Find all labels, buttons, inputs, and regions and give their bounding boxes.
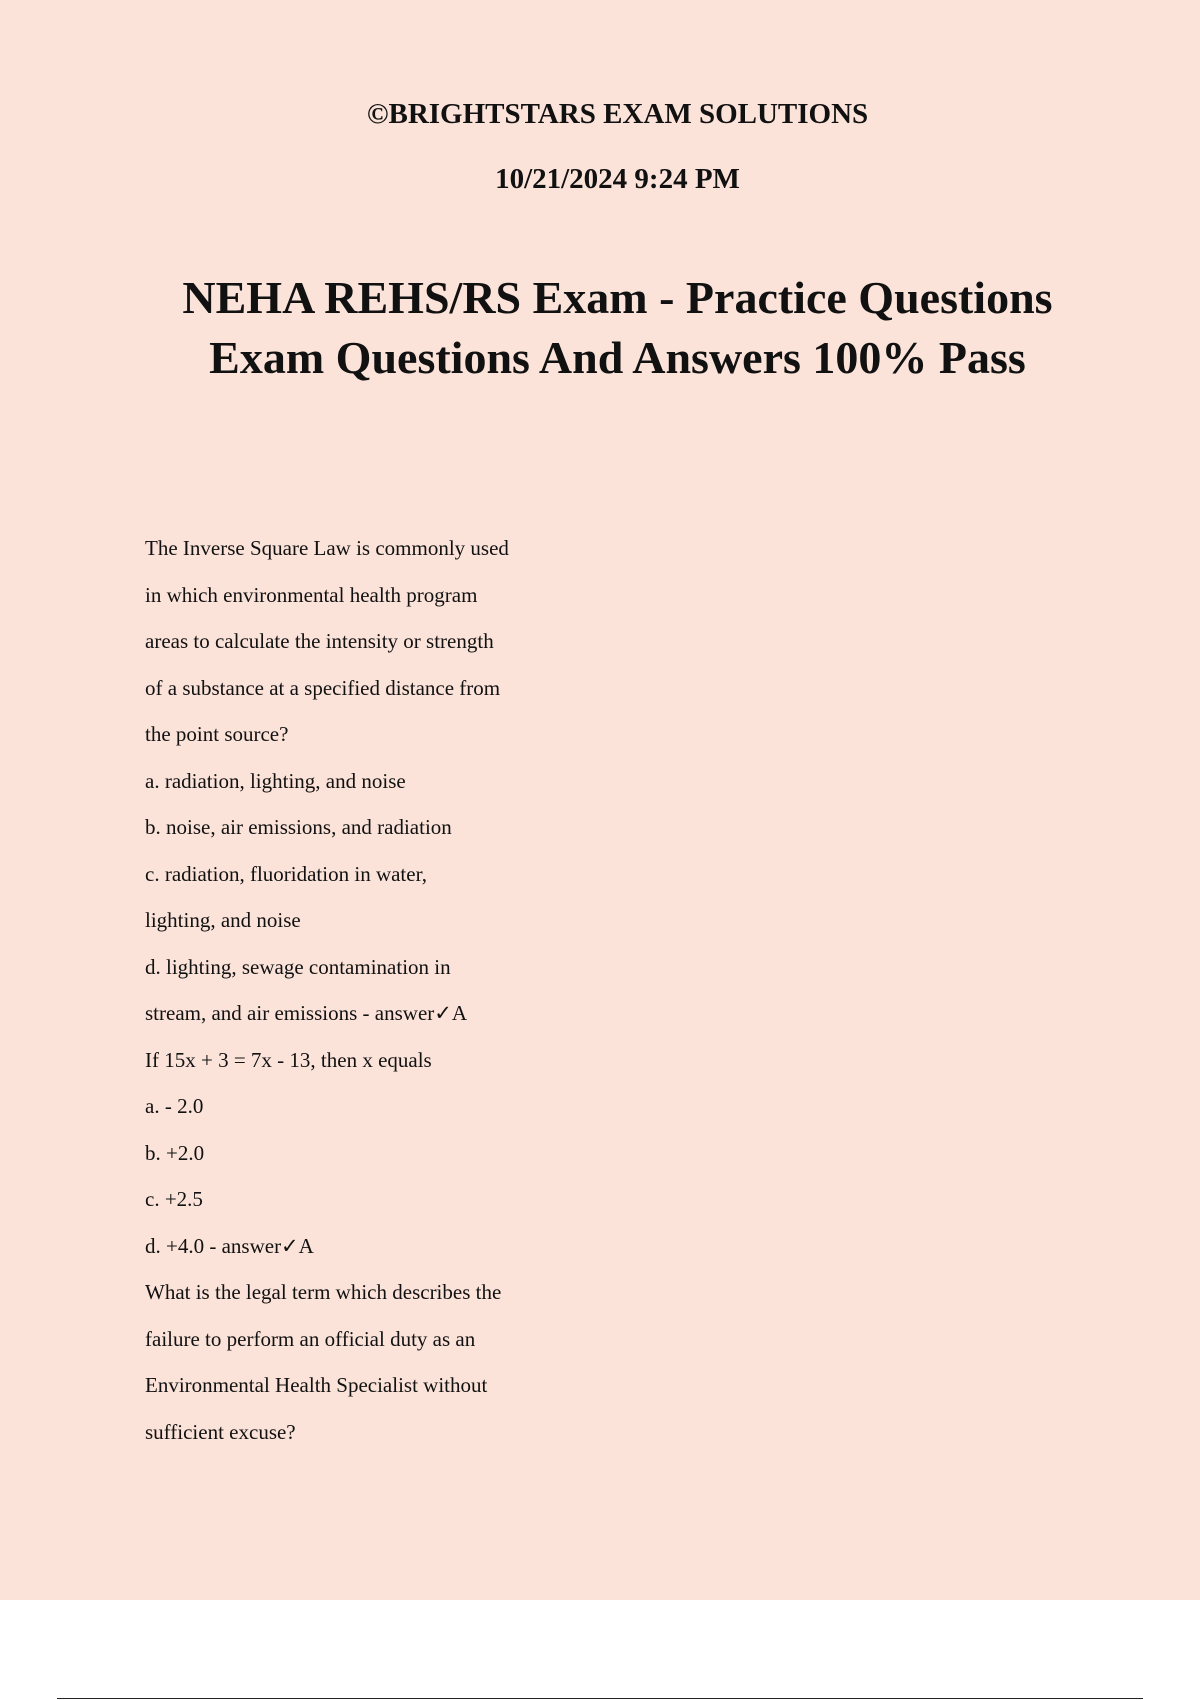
- answer-option: d. lighting, sewage contamination in: [145, 954, 451, 979]
- text-line: sufficient excuse?: [145, 1419, 296, 1444]
- answer-option: a. - 2.0: [145, 1094, 204, 1118]
- text-line: lighting, and noise: [145, 908, 301, 932]
- answer-line: d. +4.0 - answer✓A: [145, 1233, 314, 1258]
- text-line: of a substance at a specified distance from: [145, 675, 501, 700]
- brand-header: ©BRIGHTSTARS EXAM SOLUTIONS: [366, 98, 869, 130]
- answer-option: b. +2.0: [145, 1140, 205, 1165]
- answer-option: a. radiation, lighting, and noise: [145, 768, 406, 793]
- text-line: The Inverse Square Law is commonly used: [145, 536, 509, 560]
- text-line: the point source?: [145, 722, 289, 746]
- answer-option: c. +2.5: [145, 1187, 203, 1211]
- answer-option: b. noise, air emissions, and radiation: [145, 815, 452, 839]
- text-line: failure to perform an official duty as an: [145, 1326, 476, 1351]
- footer-divider: [57, 1698, 1143, 1699]
- title-line-1: NEHA REHS/RS Exam - Practice Questions: [182, 272, 1053, 323]
- answer-line: stream, and air emissions - answer✓A: [145, 1001, 468, 1025]
- title-line-2: Exam Questions And Answers 100% Pass: [209, 332, 1026, 383]
- text-line: areas to calculate the intensity or strength: [145, 629, 494, 653]
- answer-option: c. radiation, fluoridation in water,: [145, 861, 427, 886]
- question-answer-list: [145, 525, 665, 1455]
- text-line: What is the legal term which describes the: [145, 1280, 502, 1304]
- document-title: [0, 268, 1200, 388]
- print-timestamp: 10/21/2024 9:24 PM: [495, 163, 740, 195]
- text-line: Environmental Health Specialist without: [145, 1373, 488, 1397]
- text-line: in which environmental health program: [145, 582, 478, 607]
- text-line: If 15x + 3 = 7x - 13, then x equals: [145, 1047, 432, 1072]
